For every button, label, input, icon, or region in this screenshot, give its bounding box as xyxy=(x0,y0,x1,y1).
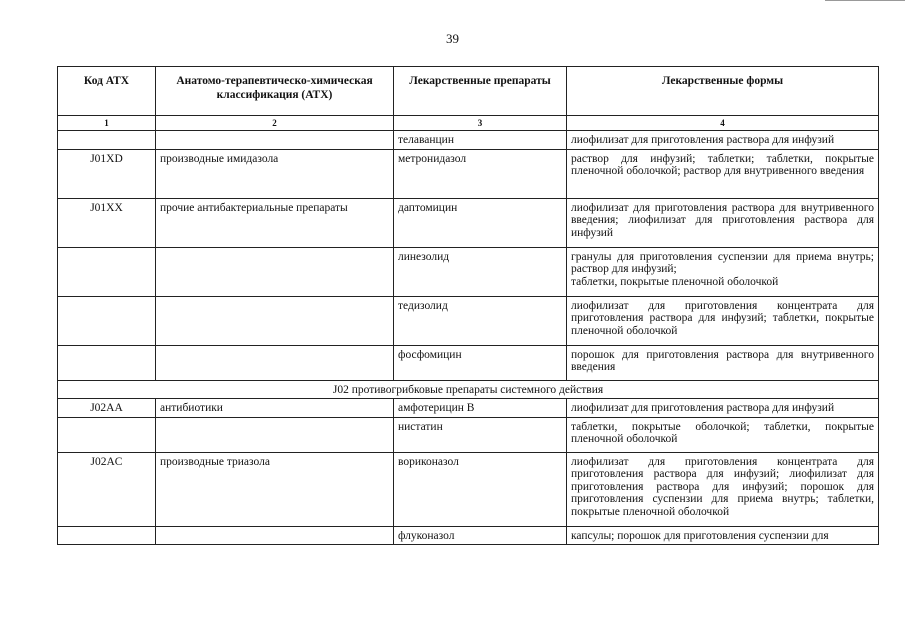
table-row xyxy=(58,131,879,150)
header-classification: Анатомо-терапевтическо-химическая классификация (АТХ) xyxy=(156,67,394,116)
atc-code-cell xyxy=(58,296,156,345)
section-title: J02 противогрибковые препараты системного действия xyxy=(58,380,879,399)
drug-cell: даптомицин xyxy=(394,198,567,247)
forms-cell: капсулы; порошок для приготовления суспензии для xyxy=(567,526,879,545)
drug-cell: тедизолид xyxy=(394,296,567,345)
table-row xyxy=(58,296,879,345)
forms-cell: лиофилизат для приготовления концентрата для приготовления раствора для инфузий; таблетки, покрытые пленочной оболочкой xyxy=(567,296,879,345)
section-row xyxy=(58,380,879,399)
atc-code-cell: J02AC xyxy=(58,452,156,526)
table-row xyxy=(58,345,879,380)
classification-cell xyxy=(156,345,394,380)
forms-cell: гранулы для приготовления суспензии для приема внутрь; раствор для инфузий; таблетки, покрытые пленочной оболочкой xyxy=(567,247,879,296)
header-row xyxy=(58,67,879,116)
classification-cell xyxy=(156,417,394,452)
table-row xyxy=(58,526,879,545)
forms-cell: таблетки, покрытые оболочкой; таблетки, покрытые пленочной оболочкой xyxy=(567,417,879,452)
table-row xyxy=(58,149,879,198)
table-row xyxy=(58,247,879,296)
drug-cell: вориконазол xyxy=(394,452,567,526)
column-number: 3 xyxy=(394,116,567,131)
atc-code-cell xyxy=(58,247,156,296)
forms-cell: лиофилизат для приготовления концентрата для приготовления раствора для инфузий; лиофилизат для приготовления раствора для инфузий; порошок для приготовления суспензии для приема внутрь; таблетки, покрытые пленочной оболочкой xyxy=(567,452,879,526)
column-number: 2 xyxy=(156,116,394,131)
classification-cell xyxy=(156,526,394,545)
drug-cell: линезолид xyxy=(394,247,567,296)
drug-cell: амфотерицин В xyxy=(394,399,567,418)
atc-code-cell xyxy=(58,417,156,452)
atc-code-cell xyxy=(58,526,156,545)
forms-cell: лиофилизат для приготовления раствора для инфузий xyxy=(567,131,879,150)
table-row xyxy=(58,399,879,418)
drug-cell: фосфомицин xyxy=(394,345,567,380)
forms-cell: лиофилизат для приготовления раствора для инфузий xyxy=(567,399,879,418)
atc-drug-table xyxy=(57,66,879,545)
classification-cell xyxy=(156,296,394,345)
forms-cell: порошок для приготовления раствора для внутривенного введения xyxy=(567,345,879,380)
column-number: 1 xyxy=(58,116,156,131)
header-atc-code: Код АТХ xyxy=(58,67,156,116)
header-dosage-forms: Лекарственные формы xyxy=(567,67,879,116)
atc-code-cell: J01XD xyxy=(58,149,156,198)
atc-code-cell: J01XX xyxy=(58,198,156,247)
drug-cell: метронидазол xyxy=(394,149,567,198)
atc-code-cell xyxy=(58,345,156,380)
drug-cell: нистатин xyxy=(394,417,567,452)
atc-code-cell: J02AA xyxy=(58,399,156,418)
drug-cell: флуконазол xyxy=(394,526,567,545)
classification-cell xyxy=(156,131,394,150)
column-number-row xyxy=(58,116,879,131)
classification-cell xyxy=(156,247,394,296)
forms-cell: лиофилизат для приготовления раствора для внутривенного введения; лиофилизат для приготовления раствора для инфузий xyxy=(567,198,879,247)
table-row xyxy=(58,198,879,247)
classification-cell: производные имидазола xyxy=(156,149,394,198)
table-row xyxy=(58,452,879,526)
page-number: 39 xyxy=(446,31,459,46)
column-number: 4 xyxy=(567,116,879,131)
classification-cell: антибиотики xyxy=(156,399,394,418)
atc-code-cell xyxy=(58,131,156,150)
classification-cell: производные триазола xyxy=(156,452,394,526)
header-drugs: Лекарственные препараты xyxy=(394,67,567,116)
top-edge-rule xyxy=(825,0,905,1)
classification-cell: прочие антибактериальные препараты xyxy=(156,198,394,247)
drug-cell: телаванцин xyxy=(394,131,567,150)
forms-cell: раствор для инфузий; таблетки; таблетки, покрытые пленочной оболочкой; раствор для внутривенного введения xyxy=(567,149,879,198)
table-row xyxy=(58,417,879,452)
